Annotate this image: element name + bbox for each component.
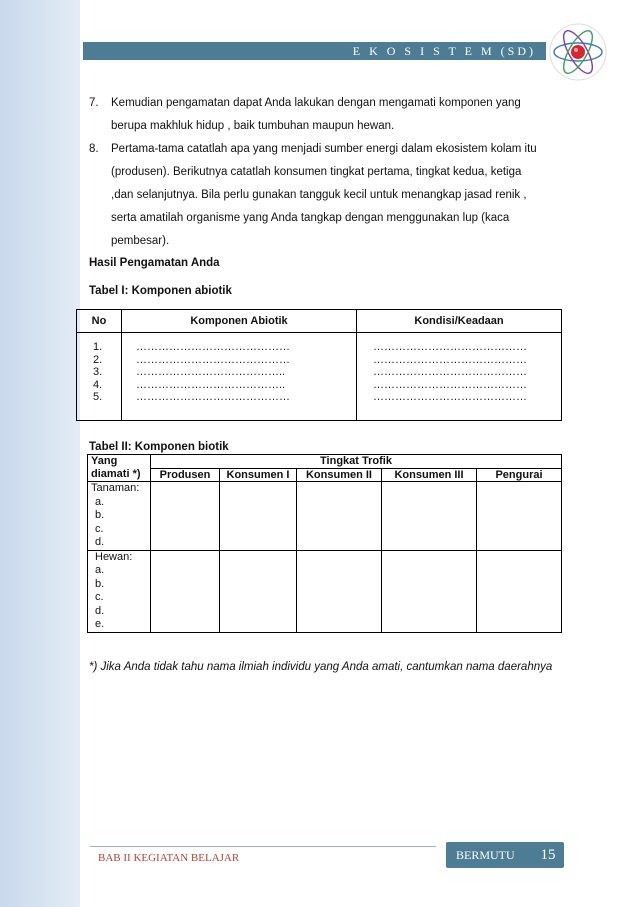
biotic-table [87, 454, 562, 633]
footer-divider [90, 846, 436, 847]
header-bar [83, 42, 546, 60]
instruction-line: berupa makhluk hidup , baik tumbuhan maupun hewan. [111, 120, 395, 132]
instruction-line: Pertama-tama catatlah apa yang menjadi sumber energi dalam ekosistem kolam itu [111, 143, 537, 155]
blank-line: …………………………………… [136, 341, 290, 353]
instruction-line: ,dan selanjutnya. Bila perlu gunakan tangguk kecil untuk menangkap jasad renik , [111, 189, 527, 201]
blank-line: …………………………………… [136, 391, 290, 403]
abiotic-cell [122, 333, 357, 421]
list-number: 5. [93, 391, 103, 403]
empty-cell [477, 550, 562, 632]
row-item: c. [95, 591, 104, 603]
table-header: Produsen [151, 468, 220, 482]
table-row [88, 482, 562, 551]
table-header: No [77, 310, 122, 333]
table-header: Pengurai [477, 468, 562, 482]
list-number: 2. [93, 353, 103, 366]
footnote: *) Jika Anda tidak tahu nama ilmiah individu yang Anda amati, cantumkan nama daerahnya [89, 661, 553, 673]
blank-line: ………………………………….. [136, 366, 286, 378]
table-header: Kondisi/Keadaan [357, 310, 562, 333]
empty-cell [151, 550, 220, 632]
row-item: b. [95, 509, 105, 521]
empty-cell [297, 550, 382, 632]
table2-caption: Tabel II: Komponen biotik [89, 441, 229, 453]
empty-cell [382, 550, 477, 632]
row-label-cell [88, 550, 151, 632]
footer-badge [446, 842, 564, 868]
instruction-line: (produsen). Berikutnya catatlah konsumen tingkat pertama, tingkat kedua, ketiga [111, 166, 522, 178]
empty-cell [382, 482, 477, 551]
row-label-cell [88, 482, 151, 551]
empty-cell [477, 482, 562, 551]
row-item: a. [95, 495, 105, 508]
number-cell [77, 333, 122, 421]
empty-cell [151, 482, 220, 551]
blank-line: …………………………………… [373, 378, 527, 391]
empty-cell [220, 482, 297, 551]
blank-line: …………………………………… [373, 341, 527, 353]
instruction-item-8 [89, 138, 561, 253]
table-header: Konsumen I [220, 468, 297, 482]
instruction-item-7 [89, 92, 561, 138]
footer-chapter: BAB II KEGIATAN BELAJAR [98, 852, 240, 864]
row-item: d. [95, 604, 105, 617]
row-label: Hewan: [95, 550, 133, 563]
blank-line: …………………………………… [373, 353, 527, 366]
list-number: 1. [93, 341, 103, 353]
table-row [77, 333, 562, 421]
list-number: 3. [93, 366, 103, 378]
blank-line: …………………………………… [136, 353, 290, 366]
empty-cell [297, 482, 382, 551]
table1-caption: Tabel I: Komponen abiotik [89, 285, 232, 297]
table-header-group: Tingkat Trofik [151, 455, 562, 469]
abiotic-table [76, 309, 562, 421]
table-header: Konsumen III [382, 468, 477, 482]
list-number: 4. [93, 378, 103, 391]
table-header: Yang diamati *) [88, 455, 151, 482]
table-header: Konsumen II [297, 468, 382, 482]
empty-cell [220, 550, 297, 632]
instruction-number: 8. [89, 143, 99, 155]
table-header: Komponen Abiotik [122, 310, 357, 333]
instruction-list [89, 92, 561, 253]
row-item: e. [95, 618, 105, 630]
condition-cell [357, 333, 562, 421]
blank-line: …………………………………… [373, 391, 527, 403]
header-title: E K O S I S T E M (SD) [352, 44, 536, 58]
blank-line: ………………………………….. [136, 378, 286, 391]
instruction-line: pembesar). [111, 235, 170, 247]
row-item: c. [95, 522, 104, 535]
page-number: 15 [540, 847, 556, 863]
instruction-line: serta amatilah organisme yang Anda tangkap dengan menggunakan lup (kaca [111, 212, 510, 224]
instruction-number: 7. [89, 97, 99, 109]
row-item: b. [95, 577, 105, 590]
side-decoration-strip [0, 0, 80, 907]
footer-brand: BERMUTU [456, 848, 515, 862]
row-label: Tanaman: [91, 482, 140, 494]
section-heading: Hasil Pengamatan Anda [89, 257, 220, 269]
instruction-line: Kemudian pengamatan dapat Anda lakukan dengan mengamati komponen yang [111, 97, 521, 109]
atom-logo-icon [546, 20, 610, 84]
blank-line: …………………………………… [373, 366, 527, 378]
row-item: a. [95, 564, 105, 576]
row-item: d. [95, 536, 105, 548]
table-row [88, 550, 562, 632]
